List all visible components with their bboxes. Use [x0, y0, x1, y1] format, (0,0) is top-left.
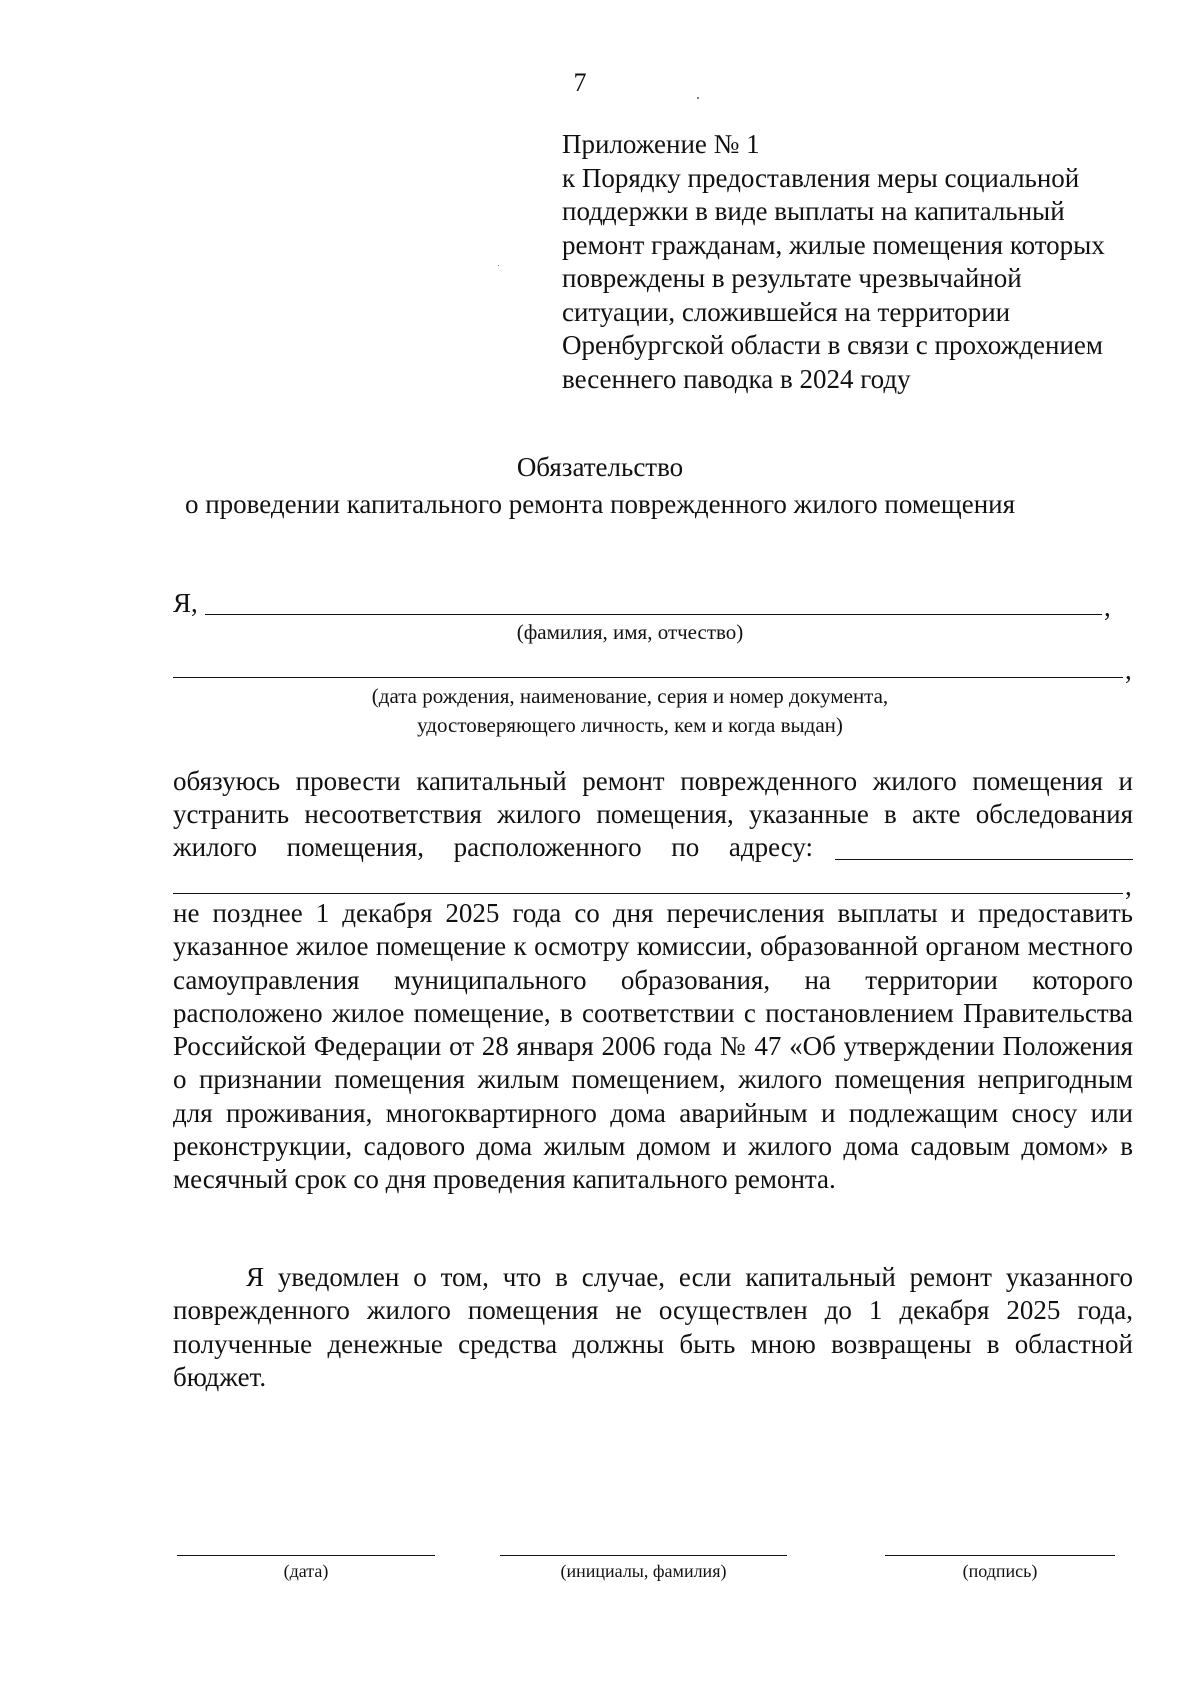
signature-caption: (подпись) — [962, 1561, 1038, 1581]
identity-document-caption-1: (дата рождения, наименование, серия и номер документа, — [371, 684, 889, 708]
obligation-line-1: обязуюсь провести капитальный ремонт поврежденного жилого помещения и — [173, 766, 1133, 796]
appendix-line: Оренбургской области в связи с прохождением — [562, 330, 1103, 360]
identity-document-caption-2: удостоверяющего личность, кем и когда выдан) — [417, 713, 843, 737]
address-label: жилого помещения, расположенного по адресу: — [173, 832, 813, 862]
signature-line[interactable] — [885, 1555, 1115, 1556]
name-signature-line[interactable] — [500, 1555, 787, 1556]
address-comma: , — [1125, 871, 1132, 901]
address-blank-line-1[interactable] — [835, 859, 1133, 860]
fio-blank-line[interactable] — [205, 614, 1102, 615]
identity-document-comma: , — [1125, 655, 1132, 685]
document-title: Обязательство — [516, 452, 684, 482]
address-blank-line-2[interactable] — [173, 893, 1123, 894]
fio-comma: , — [1104, 592, 1111, 622]
scan-speck — [498, 265, 499, 266]
fio-caption: (фамилия, имя, отчество) — [516, 620, 744, 644]
appendix-line: ситуации, сложившейся на территории — [562, 296, 1011, 327]
appendix-line: к Порядку предоставления меры социальной — [562, 162, 1080, 193]
name-caption: (инициалы, фамилия) — [560, 1561, 727, 1581]
scan-speck — [697, 97, 699, 99]
appendix-line: поддержки в виде выплаты на капитальный — [562, 196, 1065, 226]
document-subtitle: о проведении капитального ремонта поврежденного жилого помещения — [184, 489, 1016, 519]
date-signature-line[interactable] — [177, 1555, 435, 1556]
appendix-line: повреждены в результате чрезвычайной — [562, 263, 1022, 293]
appendix-line: ремонт гражданам, жилые помещения которых — [562, 229, 1105, 260]
page-number: 7 — [573, 68, 587, 97]
appendix-header — [562, 128, 1182, 396]
identity-document-blank-line[interactable] — [173, 677, 1123, 678]
ya-label: Я, — [173, 588, 198, 618]
obligation-line-2: устранить несоответствия жилого помещения, указанные в акте обследования — [173, 799, 1133, 829]
obligation-terms-paragraph: не позднее 1 декабря 2025 года со дня перечисления выплаты и предоставить указанное жилое помещение к осмотру комиссии, образованной органом местного самоуправления муниципального образования, на территории которого расположено жилое помещение, в соответствии с постановлением Правительства Российской Федерации от 28 января 2006 года № 47 «Об утверждении Положения о признании помещения жилым помещением, жилого помещения непригодным для проживания, многоквартирного дома аварийным и подлежащим сносу или реконструкции, садового дома жилым домом и жилого дома садовым домом» в месячный срок со дня проведения капитального ремонта. — [173, 898, 1133, 1195]
appendix-line: весеннего паводка в 2024 году — [562, 363, 911, 394]
refund-notice-paragraph: Я уведомлен о том, что в случае, если капитальный ремонт указанного поврежденного жилого помещения не осуществлен до 1 декабря 2025 года, полученные денежные средства должны быть мною возвращены в областной бюджет. — [173, 1262, 1133, 1392]
appendix-number: Приложение № 1 — [562, 129, 760, 159]
date-caption: (дата) — [283, 1561, 329, 1581]
